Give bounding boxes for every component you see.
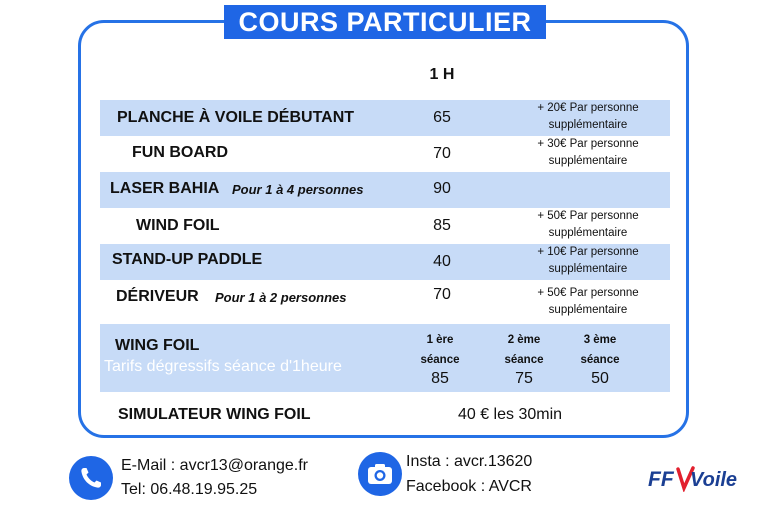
activity-name: LASER BAHIA xyxy=(110,180,220,197)
insta-text: Insta : avcr.13620 xyxy=(406,453,533,470)
extra-person-price: + 30€ Par personne supplémentaire xyxy=(537,138,639,167)
activity-price: 65 xyxy=(433,109,451,126)
tier-1: 1 ère séance 85 xyxy=(420,334,460,387)
activity-note: Pour 1 à 4 personnes xyxy=(232,182,364,197)
activity-name: SIMULATEUR WING FOIL xyxy=(118,406,311,423)
extra-person-price: + 10€ Par personne supplémentaire xyxy=(537,246,639,275)
table-row xyxy=(100,172,670,208)
facebook-text: Facebook : AVCR xyxy=(406,478,532,495)
activity-name: STAND-UP PADDLE xyxy=(112,251,263,268)
svg-text:Voile: Voile xyxy=(690,469,738,491)
email-text: E-Mail : avcr13@orange.fr xyxy=(121,457,308,474)
ffvoile-logo xyxy=(648,464,752,492)
table-row xyxy=(100,136,670,172)
svg-text:FF: FF xyxy=(648,468,674,491)
simulator-price: 40 € les 30min xyxy=(457,406,563,423)
activity-price: 90 xyxy=(433,180,451,197)
table-row xyxy=(100,100,670,136)
phone-text: Tel: 06.48.19.95.25 xyxy=(121,481,258,498)
wing-foil-row xyxy=(100,324,670,392)
column-header-1h: 1 H xyxy=(429,66,455,83)
activity-price: 70 xyxy=(433,286,451,303)
activity-price: 40 xyxy=(433,253,451,270)
extra-person-price: + 20€ Par personne supplémentaire xyxy=(537,102,639,131)
tier-2: 2 ème séance 75 xyxy=(504,334,544,387)
activity-name: FUN BOARD xyxy=(132,144,228,161)
page-title: COURS PARTICULIER xyxy=(224,5,546,39)
extra-person-price: + 50€ Par personne supplémentaire xyxy=(537,287,639,316)
activity-note: Pour 1 à 2 personnes xyxy=(215,290,347,305)
activity-name: WIND FOIL xyxy=(136,217,220,234)
activity-name: DÉRIVEUR xyxy=(116,288,199,305)
extra-person-price: + 50€ Par personne supplémentaire xyxy=(537,210,639,239)
activity-name: WING FOIL xyxy=(115,337,200,354)
activity-price: 70 xyxy=(433,145,451,162)
activity-name: PLANCHE À VOILE DÉBUTANT xyxy=(117,109,355,126)
activity-price: 85 xyxy=(433,217,451,234)
table-row xyxy=(100,244,670,280)
tier-3: 3 ème séance 50 xyxy=(580,334,620,387)
table-row xyxy=(100,208,670,244)
wing-foil-subtitle: Tarifs dégressifs séance d'1heure xyxy=(104,358,342,375)
table-row xyxy=(100,396,670,432)
table-row xyxy=(100,280,670,316)
camera-icon xyxy=(358,452,402,496)
phone-icon xyxy=(69,456,113,500)
